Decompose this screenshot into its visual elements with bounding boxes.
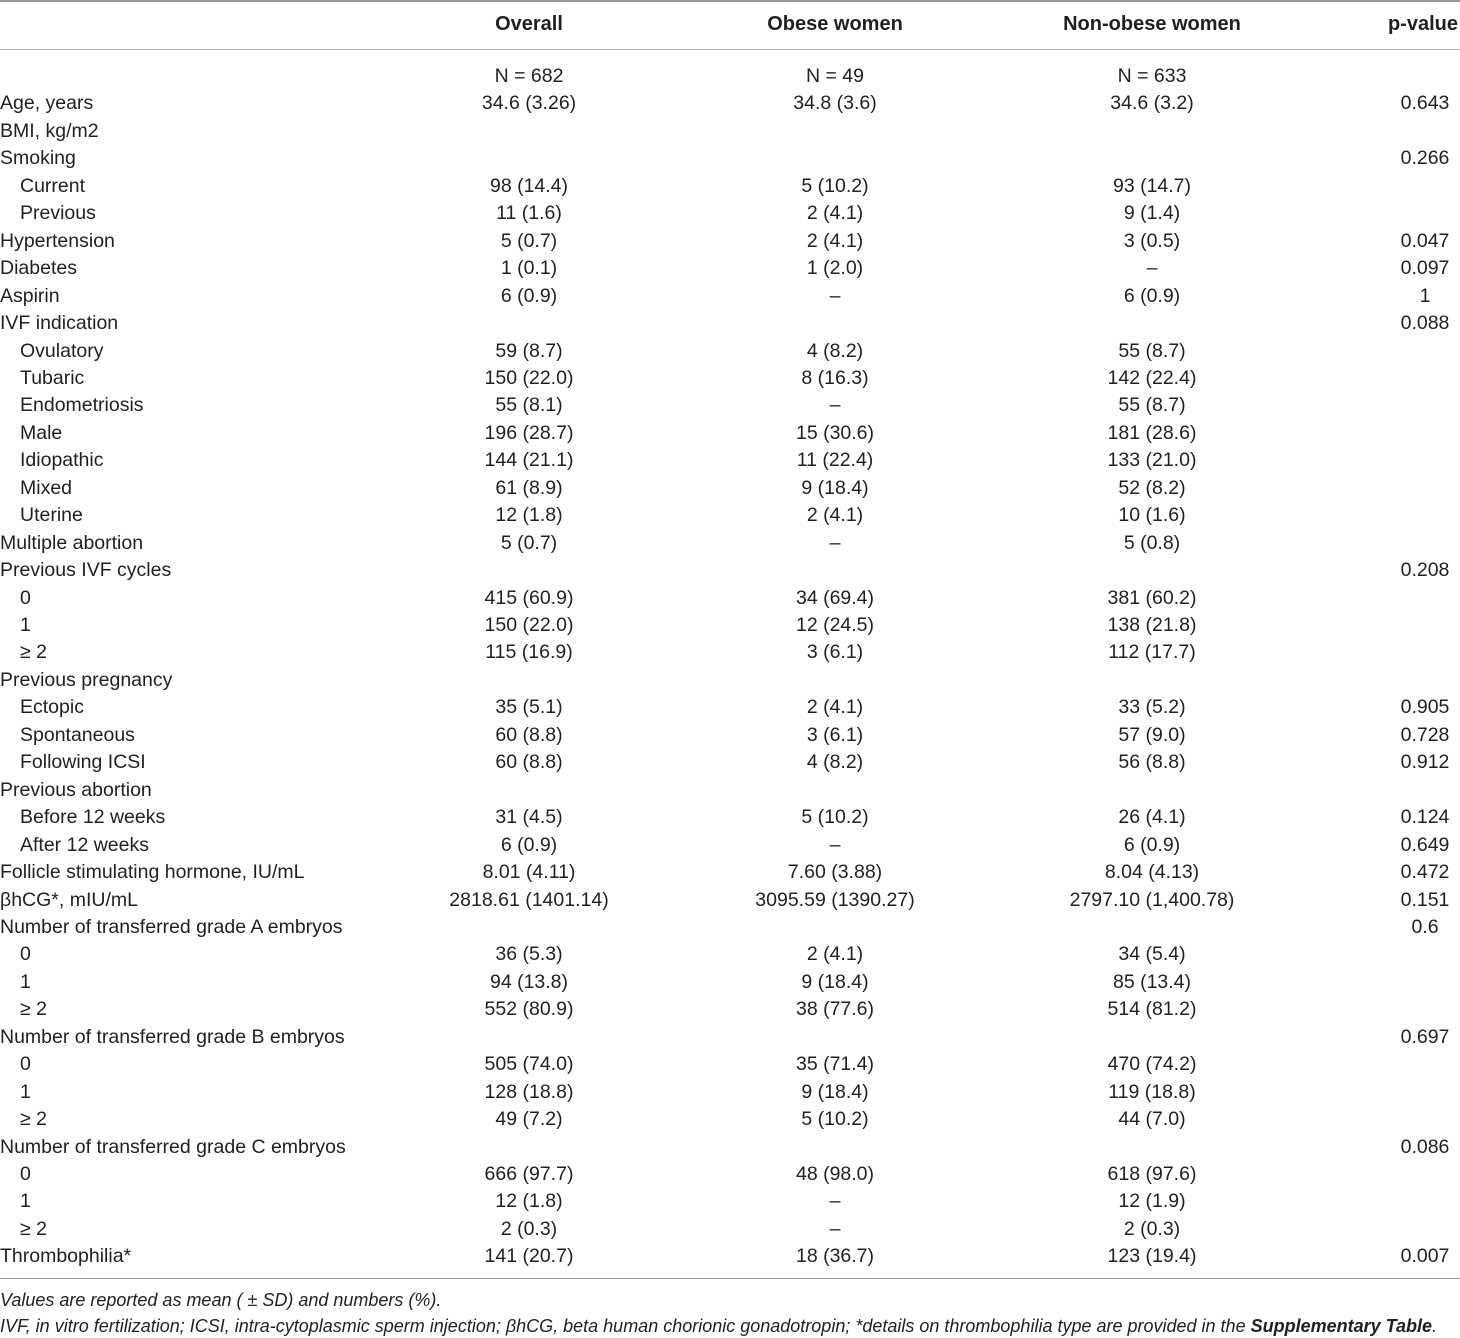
cell-nonobese: 181 (28.6) — [1107, 421, 1197, 444]
table-row — [0, 255, 1460, 282]
row-label: 0 — [20, 586, 31, 609]
table-row — [0, 530, 1460, 557]
row-label: Smoking — [0, 147, 76, 170]
cell-obese: 3 (6.1) — [806, 723, 864, 746]
row-label: 1 — [20, 970, 31, 993]
cell-overall: 60 (8.8) — [495, 751, 563, 774]
cell-overall: 34.6 (3.26) — [481, 92, 577, 115]
cell-pvalue: 0.728 — [1400, 723, 1450, 746]
cell-overall: 98 (14.4) — [489, 174, 569, 197]
table-row — [0, 200, 1460, 227]
row-label: After 12 weeks — [20, 833, 149, 856]
table-row — [0, 63, 1460, 90]
cell-nonobese: 26 (4.1) — [1118, 806, 1186, 829]
cell-obese: 2 (4.1) — [806, 696, 864, 719]
cell-obese: 9 (18.4) — [801, 970, 869, 993]
cell-pvalue: 0.124 — [1400, 806, 1450, 829]
cell-nonobese: 55 (8.7) — [1118, 394, 1186, 417]
footnote-values: Values are reported as mean ( ± SD) and numbers (%). — [0, 1290, 442, 1310]
cell-overall: 35 (5.1) — [495, 696, 563, 719]
cell-overall: 31 (4.5) — [495, 806, 563, 829]
row-label: ≥ 2 — [20, 1108, 47, 1131]
cell-obese: – — [829, 833, 841, 856]
footnote-abbreviations — [0, 1316, 1437, 1337]
cell-pvalue: 0.086 — [1400, 1135, 1450, 1158]
table-row — [0, 804, 1460, 831]
cell-overall: N = 682 — [494, 65, 564, 87]
table-row — [0, 832, 1460, 859]
table-row — [0, 585, 1460, 612]
cell-nonobese: 55 (8.7) — [1118, 339, 1186, 362]
cell-pvalue: 0.208 — [1400, 559, 1450, 582]
cell-obese: 9 (18.4) — [801, 476, 869, 499]
cell-nonobese: 112 (17.7) — [1108, 641, 1196, 664]
cell-obese: 3 (6.1) — [806, 641, 864, 664]
cell-obese: 2 (4.1) — [806, 943, 864, 966]
cell-overall: 115 (16.9) — [485, 641, 573, 664]
table-row — [0, 1216, 1460, 1243]
cell-overall: 552 (80.9) — [484, 998, 574, 1021]
table-row — [0, 338, 1460, 365]
table-row — [0, 694, 1460, 721]
cell-obese: 34 (69.4) — [795, 586, 875, 609]
cell-overall: 61 (8.9) — [495, 476, 563, 499]
table-row — [0, 1243, 1460, 1270]
header-rule — [0, 49, 1460, 50]
cell-obese: 34.8 (3.6) — [793, 92, 877, 115]
cell-nonobese: 10 (1.6) — [1118, 504, 1186, 527]
cell-obese: 4 (8.2) — [806, 339, 864, 362]
cell-nonobese: 2 (0.3) — [1123, 1217, 1181, 1240]
cell-nonobese: 9 (1.4) — [1123, 202, 1181, 225]
cell-overall: 49 (7.2) — [495, 1108, 563, 1131]
cell-overall: 150 (22.0) — [484, 366, 574, 389]
table-row — [0, 228, 1460, 255]
cell-overall: 5 (0.7) — [500, 531, 558, 554]
cell-nonobese: 34 (5.4) — [1118, 943, 1186, 966]
row-label: Spontaneous — [20, 723, 135, 746]
cell-overall: 196 (28.7) — [484, 421, 574, 444]
table-row — [0, 749, 1460, 776]
cell-obese: 38 (77.6) — [795, 998, 875, 1021]
row-label: Previous — [20, 202, 96, 225]
cell-obese: 8 (16.3) — [801, 366, 869, 389]
table-row — [0, 1161, 1460, 1188]
row-label: Diabetes — [0, 257, 77, 280]
cell-nonobese: 138 (21.8) — [1107, 614, 1197, 636]
cell-nonobese: 12 (1.9) — [1118, 1190, 1186, 1213]
cell-pvalue: 0.697 — [1400, 1025, 1450, 1048]
row-label: Multiple abortion — [0, 531, 144, 554]
cell-obese: 48 (98.0) — [795, 1163, 875, 1185]
cell-overall: 666 (97.7) — [484, 1163, 574, 1185]
cell-overall: 2 (0.3) — [500, 1217, 558, 1240]
cell-pvalue: 0.649 — [1400, 833, 1450, 856]
cell-pvalue: 0.151 — [1400, 888, 1450, 911]
cell-pvalue: 0.472 — [1400, 861, 1450, 884]
header-overall: Overall — [495, 13, 563, 35]
row-label: Hypertension — [0, 229, 115, 252]
cell-overall: 8.01 (4.11) — [482, 861, 576, 884]
table-row — [0, 1134, 1460, 1161]
cell-nonobese: 133 (21.0) — [1107, 449, 1197, 472]
cell-obese: 5 (10.2) — [801, 174, 869, 197]
row-label: ≥ 2 — [20, 998, 47, 1021]
cell-overall: 6 (0.9) — [500, 833, 558, 856]
table-row — [0, 1188, 1460, 1215]
cell-obese: 7.60 (3.88) — [787, 861, 883, 884]
table-header — [0, 13, 1460, 41]
header-obese: Obese women — [767, 13, 903, 35]
cell-obese: 3095.59 (1390.27) — [755, 888, 915, 911]
cell-obese: 2 (4.1) — [806, 202, 864, 225]
cell-pvalue: 0.097 — [1400, 257, 1450, 280]
row-label: Follicle stimulating hormone, IU/mL — [0, 861, 305, 884]
top-rule — [0, 0, 1460, 2]
table-row — [0, 1079, 1460, 1106]
cell-nonobese: 514 (81.2) — [1107, 998, 1197, 1021]
row-label: Before 12 weeks — [20, 806, 166, 829]
cell-obese: 35 (71.4) — [795, 1053, 875, 1076]
cell-pvalue: 0.088 — [1400, 312, 1450, 335]
table-row — [0, 722, 1460, 749]
table-row — [0, 118, 1460, 145]
bottom-rule — [0, 1278, 1460, 1279]
row-label: 1 — [20, 1190, 31, 1213]
cell-nonobese: 142 (22.4) — [1107, 366, 1197, 389]
cell-obese: – — [829, 531, 841, 554]
table-row — [0, 777, 1460, 804]
cell-overall: 144 (21.1) — [484, 449, 574, 472]
cell-obese: – — [829, 1190, 841, 1213]
cell-nonobese: 93 (14.7) — [1112, 174, 1192, 197]
footnote-abbrev-text: IVF, in vitro fertilization; ICSI, intra-cytoplasmic sperm injection; βhCG, beta human chorionic gonadotropin; *details on thrombophilia type are provided in the — [0, 1316, 1251, 1336]
cell-overall: 12 (1.8) — [495, 1190, 563, 1213]
row-label: Aspirin — [0, 284, 60, 307]
cell-obese: 2 (4.1) — [806, 504, 864, 527]
cell-overall: 1 (0.1) — [500, 257, 558, 280]
table-row — [0, 283, 1460, 310]
cell-overall: 150 (22.0) — [484, 614, 574, 636]
cell-obese: – — [829, 284, 841, 307]
cell-pvalue: 0.6 — [1411, 915, 1439, 938]
row-label: Uterine — [20, 504, 83, 527]
table-row — [0, 1106, 1460, 1133]
table-row — [0, 887, 1460, 914]
cell-overall: 55 (8.1) — [495, 394, 563, 417]
cell-nonobese: 5 (0.8) — [1123, 531, 1181, 554]
row-label: Previous IVF cycles — [0, 559, 172, 582]
cell-nonobese: 6 (0.9) — [1123, 284, 1181, 307]
cell-overall: 59 (8.7) — [495, 339, 563, 362]
row-label: ≥ 2 — [20, 1217, 47, 1240]
row-label: Following ICSI — [20, 751, 146, 774]
table-row — [0, 447, 1460, 474]
cell-nonobese: 34.6 (3.2) — [1110, 92, 1194, 115]
row-label: 1 — [20, 1080, 31, 1103]
table-row — [0, 502, 1460, 529]
cell-nonobese: 57 (9.0) — [1118, 723, 1186, 746]
row-label: Ectopic — [20, 696, 84, 719]
row-label: Age, years — [0, 92, 94, 115]
cell-obese: – — [829, 394, 841, 417]
row-label: Number of transferred grade A embryos — [0, 915, 343, 938]
cell-overall: 60 (8.8) — [495, 723, 563, 746]
cell-overall: 36 (5.3) — [495, 943, 563, 966]
table-row — [0, 1051, 1460, 1078]
table-row — [0, 392, 1460, 419]
table-row — [0, 310, 1460, 337]
table-row — [0, 420, 1460, 447]
cell-nonobese: 52 (8.2) — [1118, 476, 1186, 499]
cell-nonobese: 56 (8.8) — [1118, 751, 1186, 774]
table-row — [0, 941, 1460, 968]
row-label: BMI, kg/m2 — [0, 119, 99, 142]
cell-pvalue: 1 — [1419, 284, 1431, 307]
cell-pvalue: 0.643 — [1400, 92, 1450, 115]
row-label: Current — [20, 174, 86, 197]
row-label: Previous abortion — [0, 778, 152, 801]
cell-nonobese: 8.04 (4.13) — [1104, 861, 1200, 884]
supplementary-table-link[interactable]: Supplementary Table — [1250, 1316, 1432, 1336]
table-row — [0, 90, 1460, 117]
cell-overall: 5 (0.7) — [500, 229, 558, 252]
table-row — [0, 914, 1460, 941]
table-row — [0, 996, 1460, 1023]
cell-obese: 2 (4.1) — [806, 229, 864, 252]
header-pvalue: p-value — [1387, 13, 1458, 35]
cell-overall: 128 (18.8) — [484, 1080, 574, 1103]
row-label: 0 — [20, 943, 31, 966]
cell-nonobese: 470 (74.2) — [1107, 1053, 1197, 1076]
cell-nonobese: 381 (60.2) — [1107, 586, 1197, 609]
cell-nonobese: 3 (0.5) — [1123, 229, 1181, 252]
cell-nonobese: 44 (7.0) — [1118, 1108, 1186, 1131]
row-label: Tubaric — [20, 366, 85, 389]
row-label: 0 — [20, 1163, 31, 1185]
row-label: Male — [20, 421, 63, 444]
cell-pvalue: 0.905 — [1400, 696, 1450, 719]
cell-nonobese: N = 633 — [1117, 65, 1187, 87]
row-label: Number of transferred grade B embryos — [0, 1025, 345, 1048]
cell-pvalue: 0.047 — [1400, 229, 1450, 252]
cell-pvalue: 0.912 — [1400, 751, 1450, 774]
row-label: ≥ 2 — [20, 641, 47, 664]
row-label: Previous pregnancy — [0, 668, 173, 691]
cell-pvalue: 0.266 — [1400, 147, 1450, 170]
cell-obese: 9 (18.4) — [801, 1080, 869, 1103]
cell-overall: 12 (1.8) — [495, 504, 563, 527]
row-label: Thrombophilia* — [0, 1245, 132, 1268]
footnote-end: . — [1431, 1316, 1437, 1336]
table-row — [0, 1024, 1460, 1051]
row-label: IVF indication — [0, 312, 119, 335]
cell-nonobese: 85 (13.4) — [1112, 970, 1192, 993]
cell-nonobese: – — [1146, 257, 1158, 280]
table-row — [0, 859, 1460, 886]
cell-overall: 11 (1.6) — [496, 202, 562, 225]
header-nonobese: Non-obese women — [1063, 13, 1241, 35]
row-label: Endometriosis — [20, 394, 144, 417]
cell-overall: 2818.61 (1401.14) — [449, 888, 609, 911]
table-row — [0, 365, 1460, 392]
row-label: Ovulatory — [20, 339, 104, 362]
cell-nonobese: 2797.10 (1,400.78) — [1069, 888, 1235, 911]
cell-obese: 4 (8.2) — [806, 751, 864, 774]
table-row — [0, 173, 1460, 200]
cell-nonobese: 33 (5.2) — [1118, 696, 1186, 719]
cell-overall: 94 (13.8) — [489, 970, 569, 993]
table-row — [0, 639, 1460, 666]
table-row — [0, 145, 1460, 172]
cell-nonobese: 119 (18.8) — [1108, 1080, 1196, 1103]
row-label: Mixed — [20, 476, 73, 499]
table-row — [0, 667, 1460, 694]
cell-overall: 415 (60.9) — [484, 586, 574, 609]
cell-obese: – — [829, 1217, 841, 1240]
cell-nonobese: 618 (97.6) — [1107, 1163, 1197, 1185]
cell-nonobese: 123 (19.4) — [1107, 1245, 1197, 1268]
table-row — [0, 475, 1460, 502]
cell-obese: 5 (10.2) — [801, 806, 869, 829]
cell-overall: 505 (74.0) — [484, 1053, 574, 1076]
row-label: βhCG*, mIU/mL — [0, 888, 138, 911]
row-label: 0 — [20, 1053, 31, 1076]
cell-obese: 1 (2.0) — [806, 257, 864, 280]
cell-obese: 15 (30.6) — [795, 421, 875, 444]
cell-obese: 11 (22.4) — [796, 449, 874, 472]
cell-obese: N = 49 — [806, 65, 864, 87]
row-label: Number of transferred grade C embryos — [0, 1135, 346, 1158]
cell-obese: 18 (36.7) — [795, 1245, 875, 1268]
cell-overall: 141 (20.7) — [484, 1245, 574, 1268]
row-label: 1 — [20, 614, 31, 636]
cell-obese: 12 (24.5) — [795, 614, 875, 636]
table-row — [0, 969, 1460, 996]
row-label: Idiopathic — [20, 449, 104, 472]
cell-pvalue: 0.007 — [1400, 1245, 1450, 1268]
cell-nonobese: 6 (0.9) — [1123, 833, 1181, 856]
cell-obese: 5 (10.2) — [801, 1108, 869, 1131]
table-row — [0, 557, 1460, 584]
table-row — [0, 612, 1460, 639]
cell-overall: 6 (0.9) — [500, 284, 558, 307]
